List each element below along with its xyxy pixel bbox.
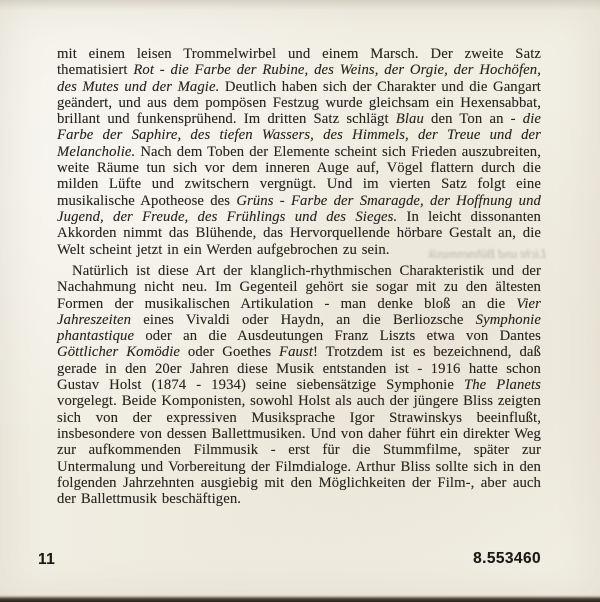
text-run: vorgelegt. Beide Komponisten, sowohl Holst als auch der jüngere Bliss zeigten sich von der expressiven Musiksprache Igor Strawinskys beeinflußt, insbesondere von dessen Ballettmusiken. Und von daher führt ein direkter Weg zur aufkommenden Filmmusik - erst für die Stummfilme, später zur Untermalung und Vorbereitung der Filmdialoge. Arthur Bliss sollte sich in den folgenden Jahrzehnten ausgiebig mit den Möglichkeiten der Film-, aber auch der Ballettmusik beschäftigen. xyxy=(57,393,541,508)
text-run: ! Trotzdem ist es bezeichnend, daß gerade in den 20er Jahren diese Musik entstanden ist - 1916 hatte schon Gustav Holst (1874 - 1934) seine siebensätzige Symphonie xyxy=(57,344,541,394)
italic-text-run: Blau xyxy=(395,111,424,128)
body-paragraph xyxy=(57,263,541,507)
text-run: Nach dem Toben der Elemente scheint sich Frieden auszubreiten, weite Räume tun sich vor dem inneren Auge auf, Vögel flattern durch die milden Lüfte und zwitschern vergnügt. Und im vierten Satz folgt eine musikalische Apotheose des xyxy=(57,143,541,209)
italic-text-run: die Farbe der Saphire, des tiefen Wassers, des Himmels, der Treue und der Melancholie. xyxy=(57,111,541,160)
italic-text-run: Göttlicher Komödie xyxy=(57,344,181,361)
text-run: mit einem leisen Trommelwirbel und einem Marsch. Der zweite Satz thematisiert xyxy=(57,46,541,79)
italic-text-run: Grüns - Farbe der Smaragde, der Hoffnung und Jugend, der Freude, des Frühlings und des Sieges. xyxy=(57,192,541,225)
body-text xyxy=(57,46,541,507)
text-run: oder an die Ausdeutungen Franz Liszts etwa von Dantes xyxy=(134,328,541,345)
page-number: 11 xyxy=(38,551,56,568)
catalog-number: 8.553460 xyxy=(473,550,541,567)
text-run: eines Vivaldi oder Haydn, an die Berliozsche xyxy=(131,311,476,328)
italic-text-run: Symphonie phantastique xyxy=(57,311,541,345)
text-run: oder Goethes xyxy=(180,344,280,361)
text-run: den Ton an - xyxy=(423,111,523,128)
italic-text-run: Faust xyxy=(279,344,314,361)
showthrough-ghost-text: Licht und Bühnenmusik xyxy=(427,247,546,261)
top-edge-shadow xyxy=(0,0,600,10)
italic-text-run: Rot - die Farbe der Rubine, des Weins, der Orgie, der Hochöfen, des Mutes und der Magie. xyxy=(57,62,541,95)
bottom-scan-edge xyxy=(0,595,600,602)
text-run: Deutlich haben sich der Charakter und die Gangart geändert, und aus dem pompösen Festzug wurde gleichsam ein Hexensabbat, brillant und funkensprühend. Im dritten Satz schlägt xyxy=(57,78,541,128)
italic-text-run: Vier Jahreszeiten xyxy=(57,295,541,328)
text-run: In leicht dissonanten Akkorden nimmt das Blühende, das Hervorquellende hörbare Gestalt an, die Welt scheint jetzt in ein Werden aufgebrochen zu sein. xyxy=(57,208,541,258)
body-paragraph xyxy=(57,46,541,259)
text-run: Natürlich ist diese Art der klanglich-rhythmischen Charakteristik und der Nachahmung nicht neu. Im Gegenteil gehört sie sogar mit zu den ältesten Formen der musikalischen Artikulation - man denke bloß an die xyxy=(57,263,541,312)
italic-text-run: The Planets xyxy=(463,377,541,394)
